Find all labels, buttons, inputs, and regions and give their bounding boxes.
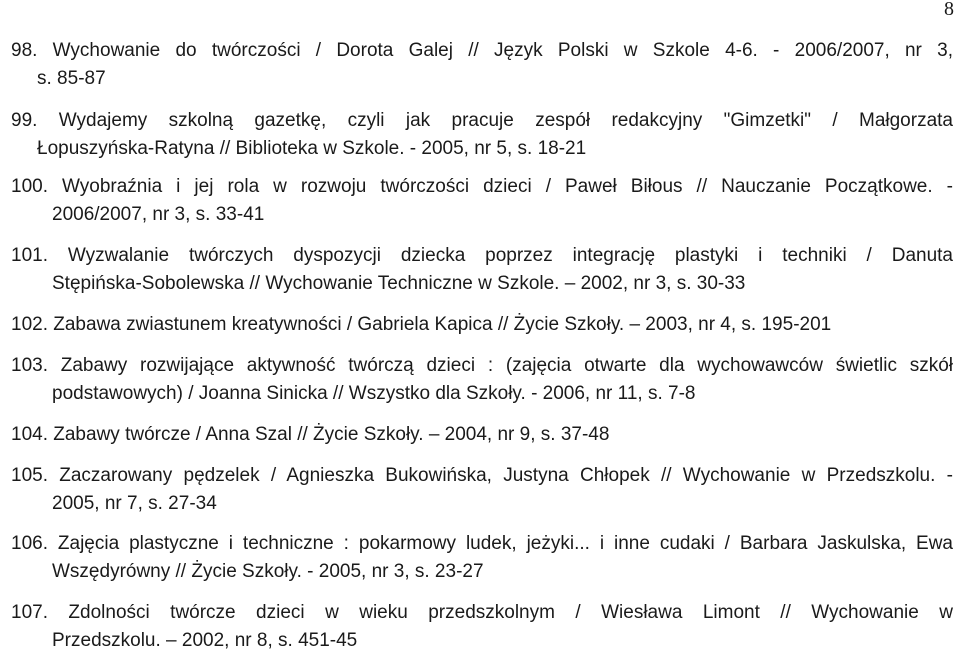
- bibliography-entry-106: [0, 530, 953, 586]
- entry-line: Wszędyrówny // Życie Szkoły. - 2005, nr 3, s. 23-27: [52, 561, 484, 582]
- bibliography-entry-103: [0, 352, 953, 408]
- bibliography-entry-98: [0, 37, 953, 93]
- entry-line: Stępińska-Sobolewska // Wychowanie Techniczne w Szkole. – 2002, nr 3, s. 30-33: [52, 273, 746, 294]
- entry-line: podstawowych) / Joanna Sinicka // Wszystko dla Szkoły. - 2006, nr 11, s. 7-8: [52, 383, 696, 404]
- bibliography-entry-99: [0, 107, 953, 163]
- entry-line: 103. Zabawy rozwijające aktywność twórczą dzieci : (zajęcia otwarte dla wychowawców świetlic szkół: [11, 355, 953, 376]
- bibliography-entry-100: [0, 173, 953, 229]
- entry-line: 99. Wydajemy szkolną gazetkę, czyli jak pracuje zespół redakcyjny "Gimzetki" / Małgorzata: [11, 110, 953, 131]
- entry-line: 106. Zajęcia plastyczne i techniczne : pokarmowy ludek, jeżyki... i inne cudaki / Barbara Jaskulska, Ewa: [11, 533, 953, 554]
- entry-line: 2006/2007, nr 3, s. 33-41: [52, 204, 265, 225]
- entry-line: 101. Wyzwalanie twórczych dyspozycji dziecka poprzez integrację plastyki i techniki / Danuta: [11, 245, 953, 266]
- entry-line: 98. Wychowanie do twórczości / Dorota Galej // Język Polski w Szkole 4-6. - 2006/2007, nr 3,: [11, 40, 953, 61]
- entry-line: Łopuszyńska-Ratyna // Biblioteka w Szkole. - 2005, nr 5, s. 18-21: [37, 138, 587, 159]
- bibliography-entry-101: [0, 242, 953, 298]
- entry-line: 102. Zabawa zwiastunem kreatywności / Gabriela Kapica // Życie Szkoły. – 2003, nr 4, s. 195-201: [11, 314, 832, 335]
- entry-line: Przedszkolu. – 2002, nr 8, s. 451-45: [52, 630, 358, 651]
- entry-line: 107. Zdolności twórcze dzieci w wieku przedszkolnym / Wiesława Limont // Wychowanie w: [11, 602, 953, 623]
- page-number: 8: [944, 0, 954, 20]
- entry-line: 104. Zabawy twórcze / Anna Szal // Życie Szkoły. – 2004, nr 9, s. 37-48: [11, 424, 610, 445]
- entry-line: 2005, nr 7, s. 27-34: [52, 493, 217, 514]
- entry-line: s. 85-87: [37, 68, 106, 89]
- bibliography-entry-105: [0, 462, 953, 518]
- bibliography-entry-104: [0, 421, 953, 449]
- bibliography-entry-102: [0, 311, 953, 339]
- entry-line: 100. Wyobraźnia i jej rola w rozwoju twórczości dzieci / Paweł Biłous // Nauczanie Początkowe. -: [11, 176, 953, 197]
- entry-line: 105. Zaczarowany pędzelek / Agnieszka Bukowińska, Justyna Chłopek // Wychowanie w Przedszkolu. -: [11, 465, 953, 486]
